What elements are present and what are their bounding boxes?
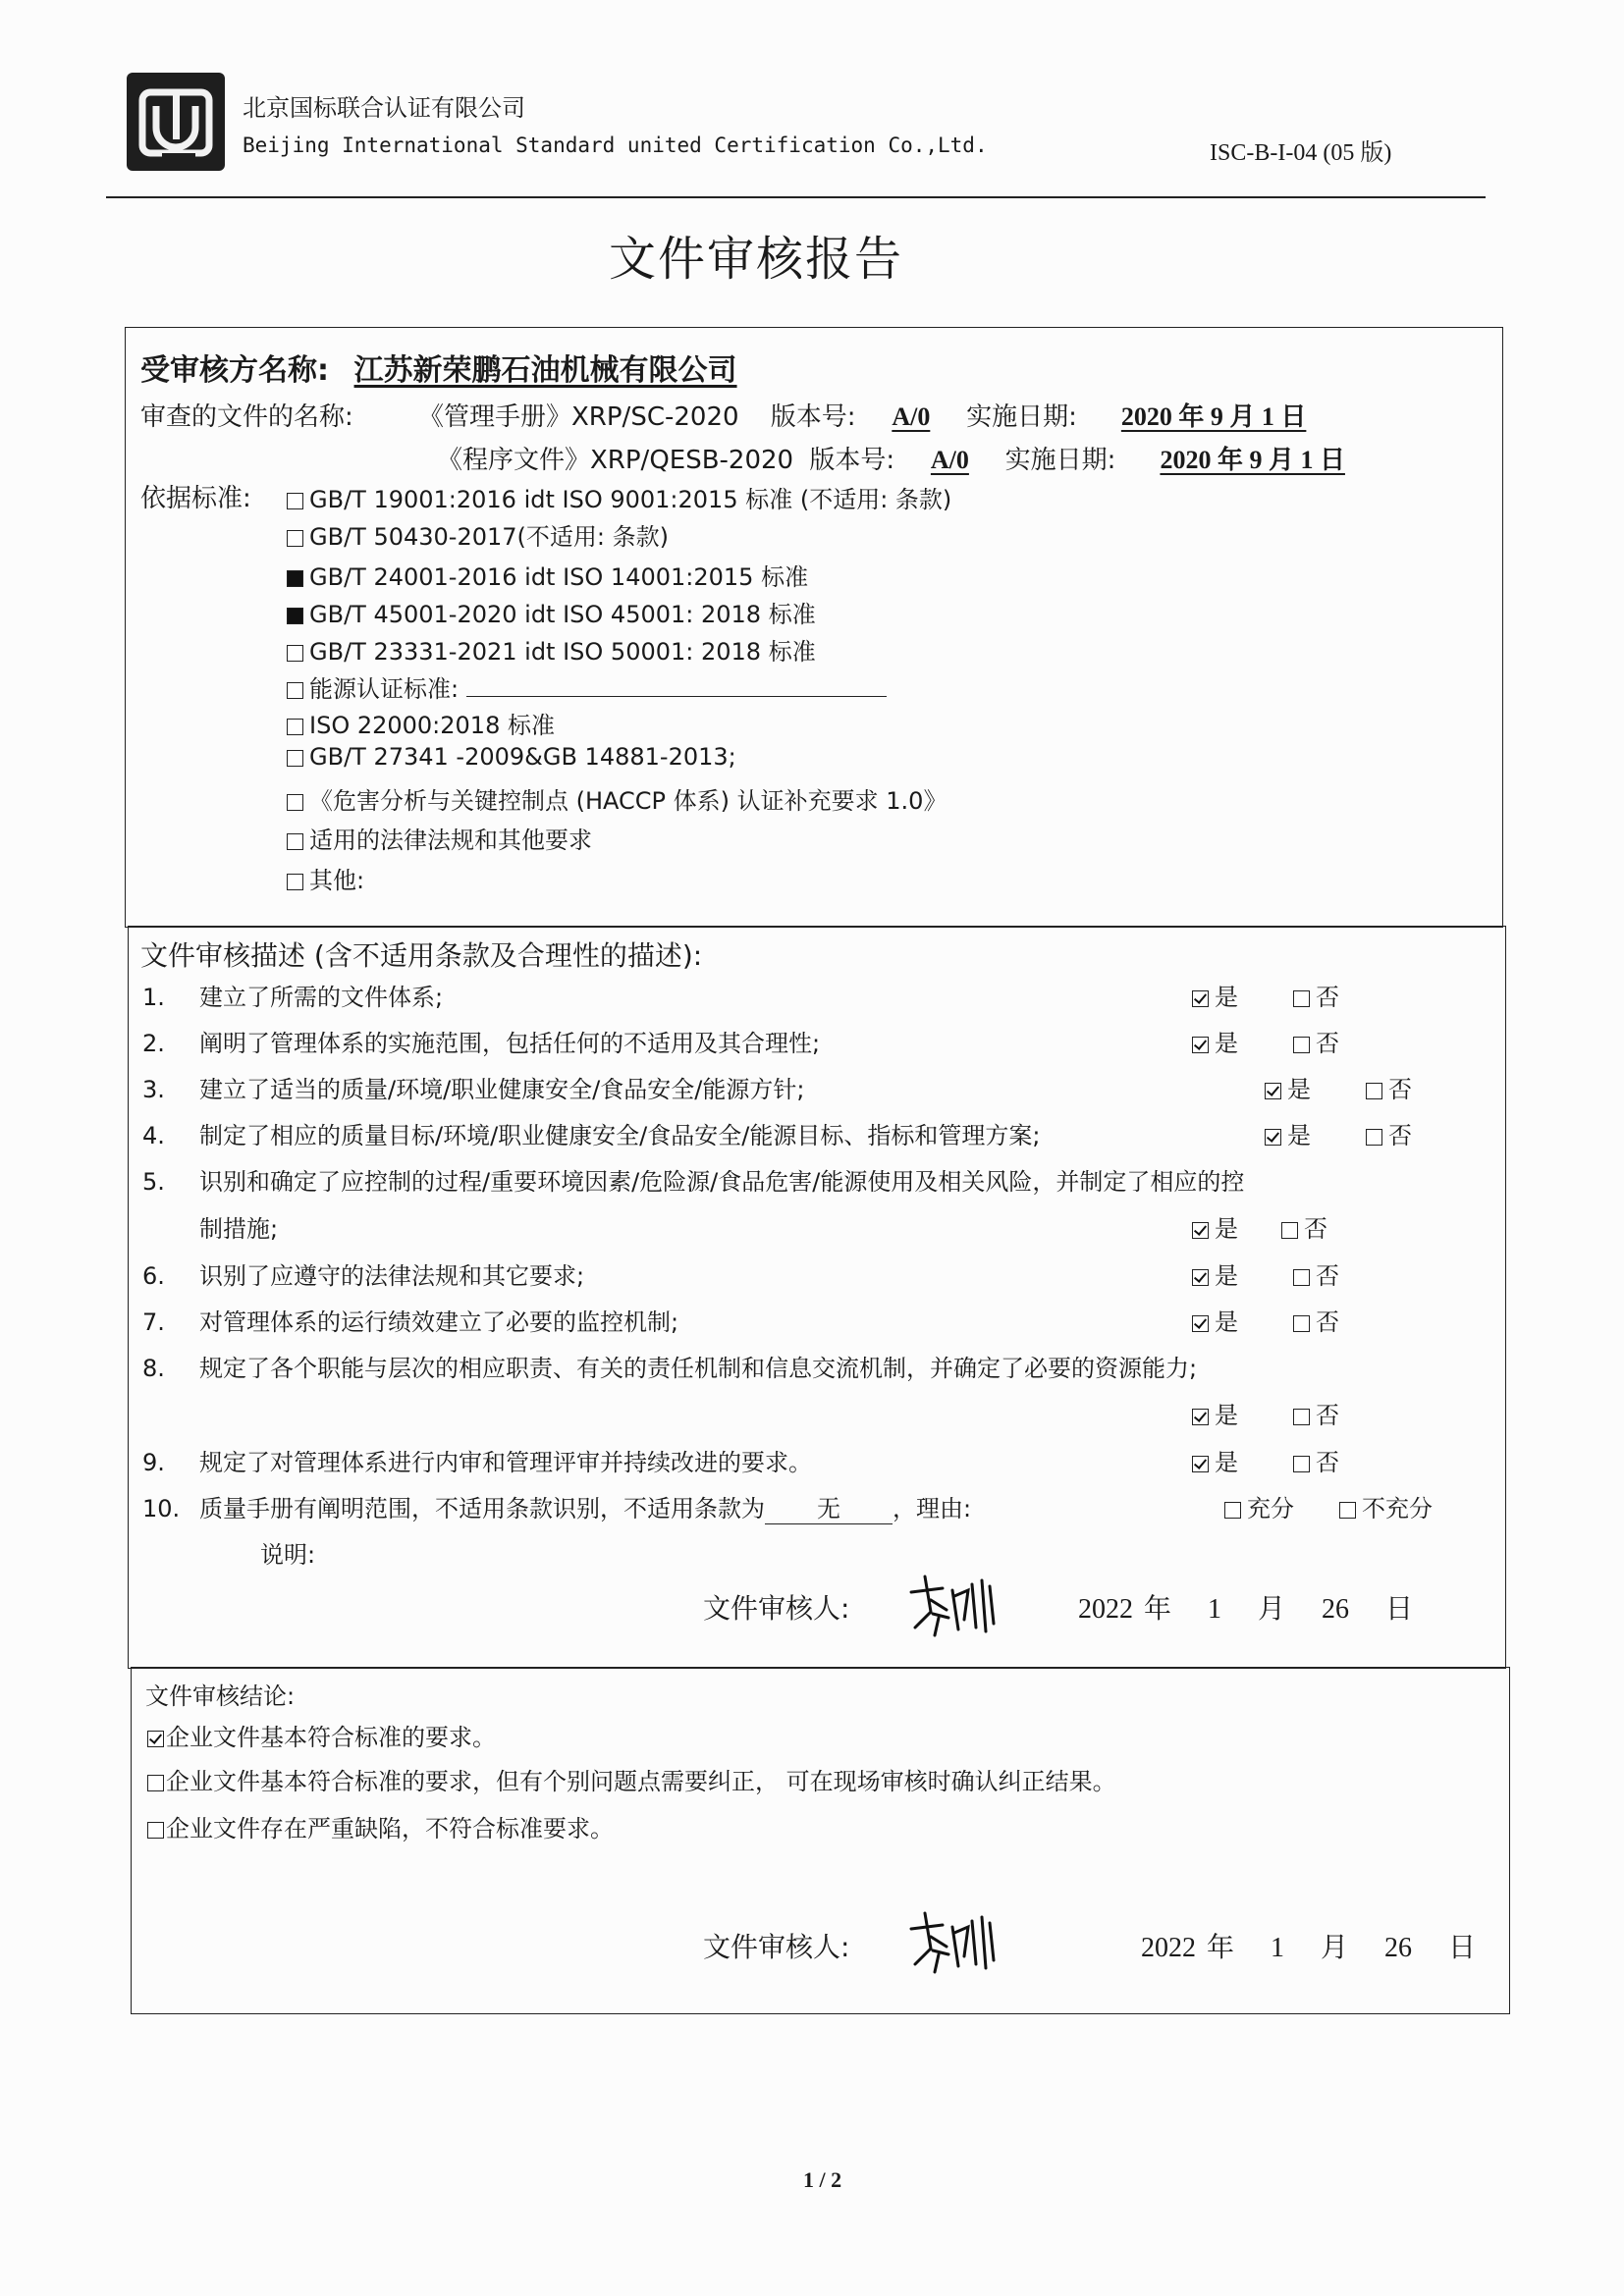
standard-item: GB/T 45001-2020 idt ISO 45001: 2018 标准 (287, 595, 816, 629)
signature-image (903, 1571, 1001, 1639)
review-item: 6. 识别了应遵守的法律法规和其它要求; (142, 1262, 585, 1290)
page-number: 1 / 2 (803, 2167, 842, 2192)
yes-no: 是 否 (1192, 978, 1339, 1012)
checkbox[interactable] (287, 750, 303, 767)
version-value: A/0 (892, 402, 931, 431)
review-item: 9. 规定了对管理体系进行内审和管理评审并持续改进的要求。 (142, 1449, 812, 1476)
no-checkbox[interactable] (1281, 1222, 1298, 1239)
company-name-cn: 北京国标联合认证有限公司 (243, 94, 525, 122)
review-item: 7. 对管理体系的运行绩效建立了必要的监控机制; (142, 1308, 679, 1336)
no-checkbox[interactable] (1366, 1129, 1382, 1146)
yes-checkbox[interactable] (1265, 1129, 1281, 1146)
yes-no: 是 否 (1192, 1256, 1339, 1291)
company-logo (125, 71, 227, 173)
review-item: 8. 规定了各个职能与层次的相应职责、有关的责任机制和信息交流机制，并确定了必要的资源能力; (142, 1355, 1198, 1382)
yes-checkbox[interactable] (1192, 1222, 1209, 1239)
signature-image (903, 1907, 1001, 1976)
no-checkbox[interactable] (1293, 1037, 1310, 1053)
version-value: A/0 (930, 446, 969, 474)
yes-no: 是 否 (1192, 1396, 1339, 1430)
version-label: 版本号: (809, 446, 895, 475)
page-title: 文件审核报告 (609, 232, 904, 287)
standards-label: 依据标准: (140, 484, 251, 513)
yes-no: 是 否 (1192, 1024, 1339, 1058)
yes-no: 是 否 (1192, 1443, 1339, 1477)
yes-checkbox[interactable] (1192, 990, 1209, 1007)
no-checkbox[interactable] (1293, 1456, 1310, 1472)
date-value: 2020 年 9 月 1 日 (1160, 446, 1345, 474)
reviewer-label: 文件审核人: (703, 1592, 850, 1625)
conclusion-option: 企业文件基本符合标准的要求。 (147, 1718, 496, 1752)
review-item: 4. 制定了相应的质量目标/环境/职业健康安全/食品安全/能源目标、指标和管理方案; (142, 1122, 1041, 1149)
standard-item: 能源认证标准: (287, 669, 887, 704)
energy-standard-blank[interactable] (466, 676, 887, 697)
checkbox[interactable] (287, 719, 303, 735)
standard-item: GB/T 19001:2016 idt ISO 9001:2015 标准 (不适用: 条款) (287, 480, 951, 514)
standard-item: ISO 22000:2018 标准 (287, 706, 555, 740)
review-item: 5. 识别和确定了应控制的过程/重要环境因素/危险源/食品危害/能源使用及相关风险，并制定了相应的控 (142, 1168, 1245, 1196)
conclusion-option: 企业文件基本符合标准的要求，但有个别问题点需要纠正， 可在现场审核时确认纠正结果。 (147, 1762, 1116, 1796)
yes-checkbox[interactable] (1192, 1269, 1209, 1286)
standard-item: GB/T 27341 -2009&GB 14881-2013; (287, 743, 736, 771)
checkbox[interactable] (287, 682, 303, 699)
review-heading: 文件审核描述 (含不适用条款及合理性的描述): (140, 939, 703, 972)
standard-item: GB/T 23331-2021 idt ISO 50001: 2018 标准 (287, 632, 816, 667)
document-name: 《程序文件》XRP/QESB-2020 (437, 446, 794, 475)
review-item-10: 10. 质量手册有阐明范围，不适用条款识别，不适用条款为 无 ，理由: (142, 1489, 971, 1524)
conclusion-signature (903, 1907, 1001, 1976)
review-item-continued: 制措施; (199, 1215, 279, 1243)
review-item: 1. 建立了所需的文件体系; (142, 984, 444, 1011)
yes-checkbox[interactable] (1192, 1409, 1209, 1425)
checkbox[interactable] (287, 530, 303, 547)
no-checkbox[interactable] (1293, 1269, 1310, 1286)
document-name: 《管理手册》XRP/SC-2020 (418, 402, 739, 432)
yes-no: 是 否 (1265, 1070, 1412, 1104)
standard-item: GB/T 50430-2017(不适用: 条款) (287, 517, 669, 552)
reason-options: 充分 不充分 (1224, 1489, 1433, 1523)
conclusion-heading: 文件审核结论: (145, 1682, 296, 1710)
review-item: 3. 建立了适当的质量/环境/职业健康安全/食品安全/能源方针; (142, 1076, 805, 1103)
standard-item: 《危害分析与关键控制点 (HACCP 体系) 认证补充要求 1.0》 (287, 781, 947, 816)
version-label: 版本号: (770, 402, 856, 432)
checkbox[interactable] (147, 1775, 164, 1791)
company-name-en: Beijing International Standard united Certification Co.,Ltd. (243, 133, 988, 157)
conclusion-option: 企业文件存在严重缺陷，不符合标准要求。 (147, 1809, 614, 1843)
no-checkbox[interactable] (1293, 1409, 1310, 1425)
auditee-name: 江苏新荣鹏石油机械有限公司 (353, 353, 737, 388)
sufficient-checkbox[interactable] (1224, 1502, 1241, 1519)
not-applicable-clause[interactable]: 无 (765, 1489, 893, 1524)
checkbox[interactable] (287, 645, 303, 662)
document-item (418, 397, 1326, 433)
standard-item: 适用的法律法规和其他要求 (287, 821, 592, 855)
auditee-row (140, 346, 737, 389)
standard-item: GB/T 24001-2016 idt ISO 14001:2015 标准 (287, 558, 808, 592)
checkbox[interactable] (287, 608, 303, 624)
yes-checkbox[interactable] (1192, 1456, 1209, 1472)
yes-checkbox[interactable] (1192, 1315, 1209, 1332)
documents-label: 审查的文件的名称: (140, 402, 353, 432)
standard-item: 其他: (287, 861, 364, 895)
no-checkbox[interactable] (1366, 1083, 1382, 1099)
conclusion-date: 2022 年 1 月 26 日 (1141, 1931, 1477, 1963)
yes-no: 是 否 (1192, 1303, 1339, 1337)
header-divider (106, 196, 1486, 198)
date-label: 实施日期: (966, 402, 1077, 432)
yes-no: 是 否 (1192, 1209, 1327, 1244)
no-checkbox[interactable] (1293, 990, 1310, 1007)
conclusion-reviewer-label: 文件审核人: (703, 1931, 850, 1963)
checkbox[interactable] (287, 794, 303, 811)
checkbox[interactable] (287, 833, 303, 850)
no-checkbox[interactable] (1293, 1315, 1310, 1332)
checkbox[interactable] (287, 570, 303, 587)
insufficient-checkbox[interactable] (1339, 1502, 1356, 1519)
reviewer-signature (903, 1571, 1001, 1639)
checkbox[interactable] (147, 1731, 164, 1747)
yes-checkbox[interactable] (1192, 1037, 1209, 1053)
review-date: 2022 年 1 月 26 日 (1078, 1592, 1414, 1625)
document-item (437, 440, 1366, 476)
checkbox[interactable] (287, 493, 303, 509)
note-label: 说明: (260, 1541, 316, 1569)
yes-checkbox[interactable] (1265, 1083, 1281, 1099)
checkbox[interactable] (147, 1822, 164, 1839)
auditee-label: 受审核方名称: (140, 353, 329, 388)
date-label: 实施日期: (1004, 446, 1116, 475)
checkbox[interactable] (287, 874, 303, 890)
yes-no: 是 否 (1265, 1116, 1412, 1150)
date-value: 2020 年 9 月 1 日 (1120, 402, 1307, 431)
review-item: 2. 阐明了管理体系的实施范围，包括任何的不适用及其合理性; (142, 1030, 821, 1057)
form-code: ISC-B-I-04 (05 版) (1210, 140, 1392, 166)
